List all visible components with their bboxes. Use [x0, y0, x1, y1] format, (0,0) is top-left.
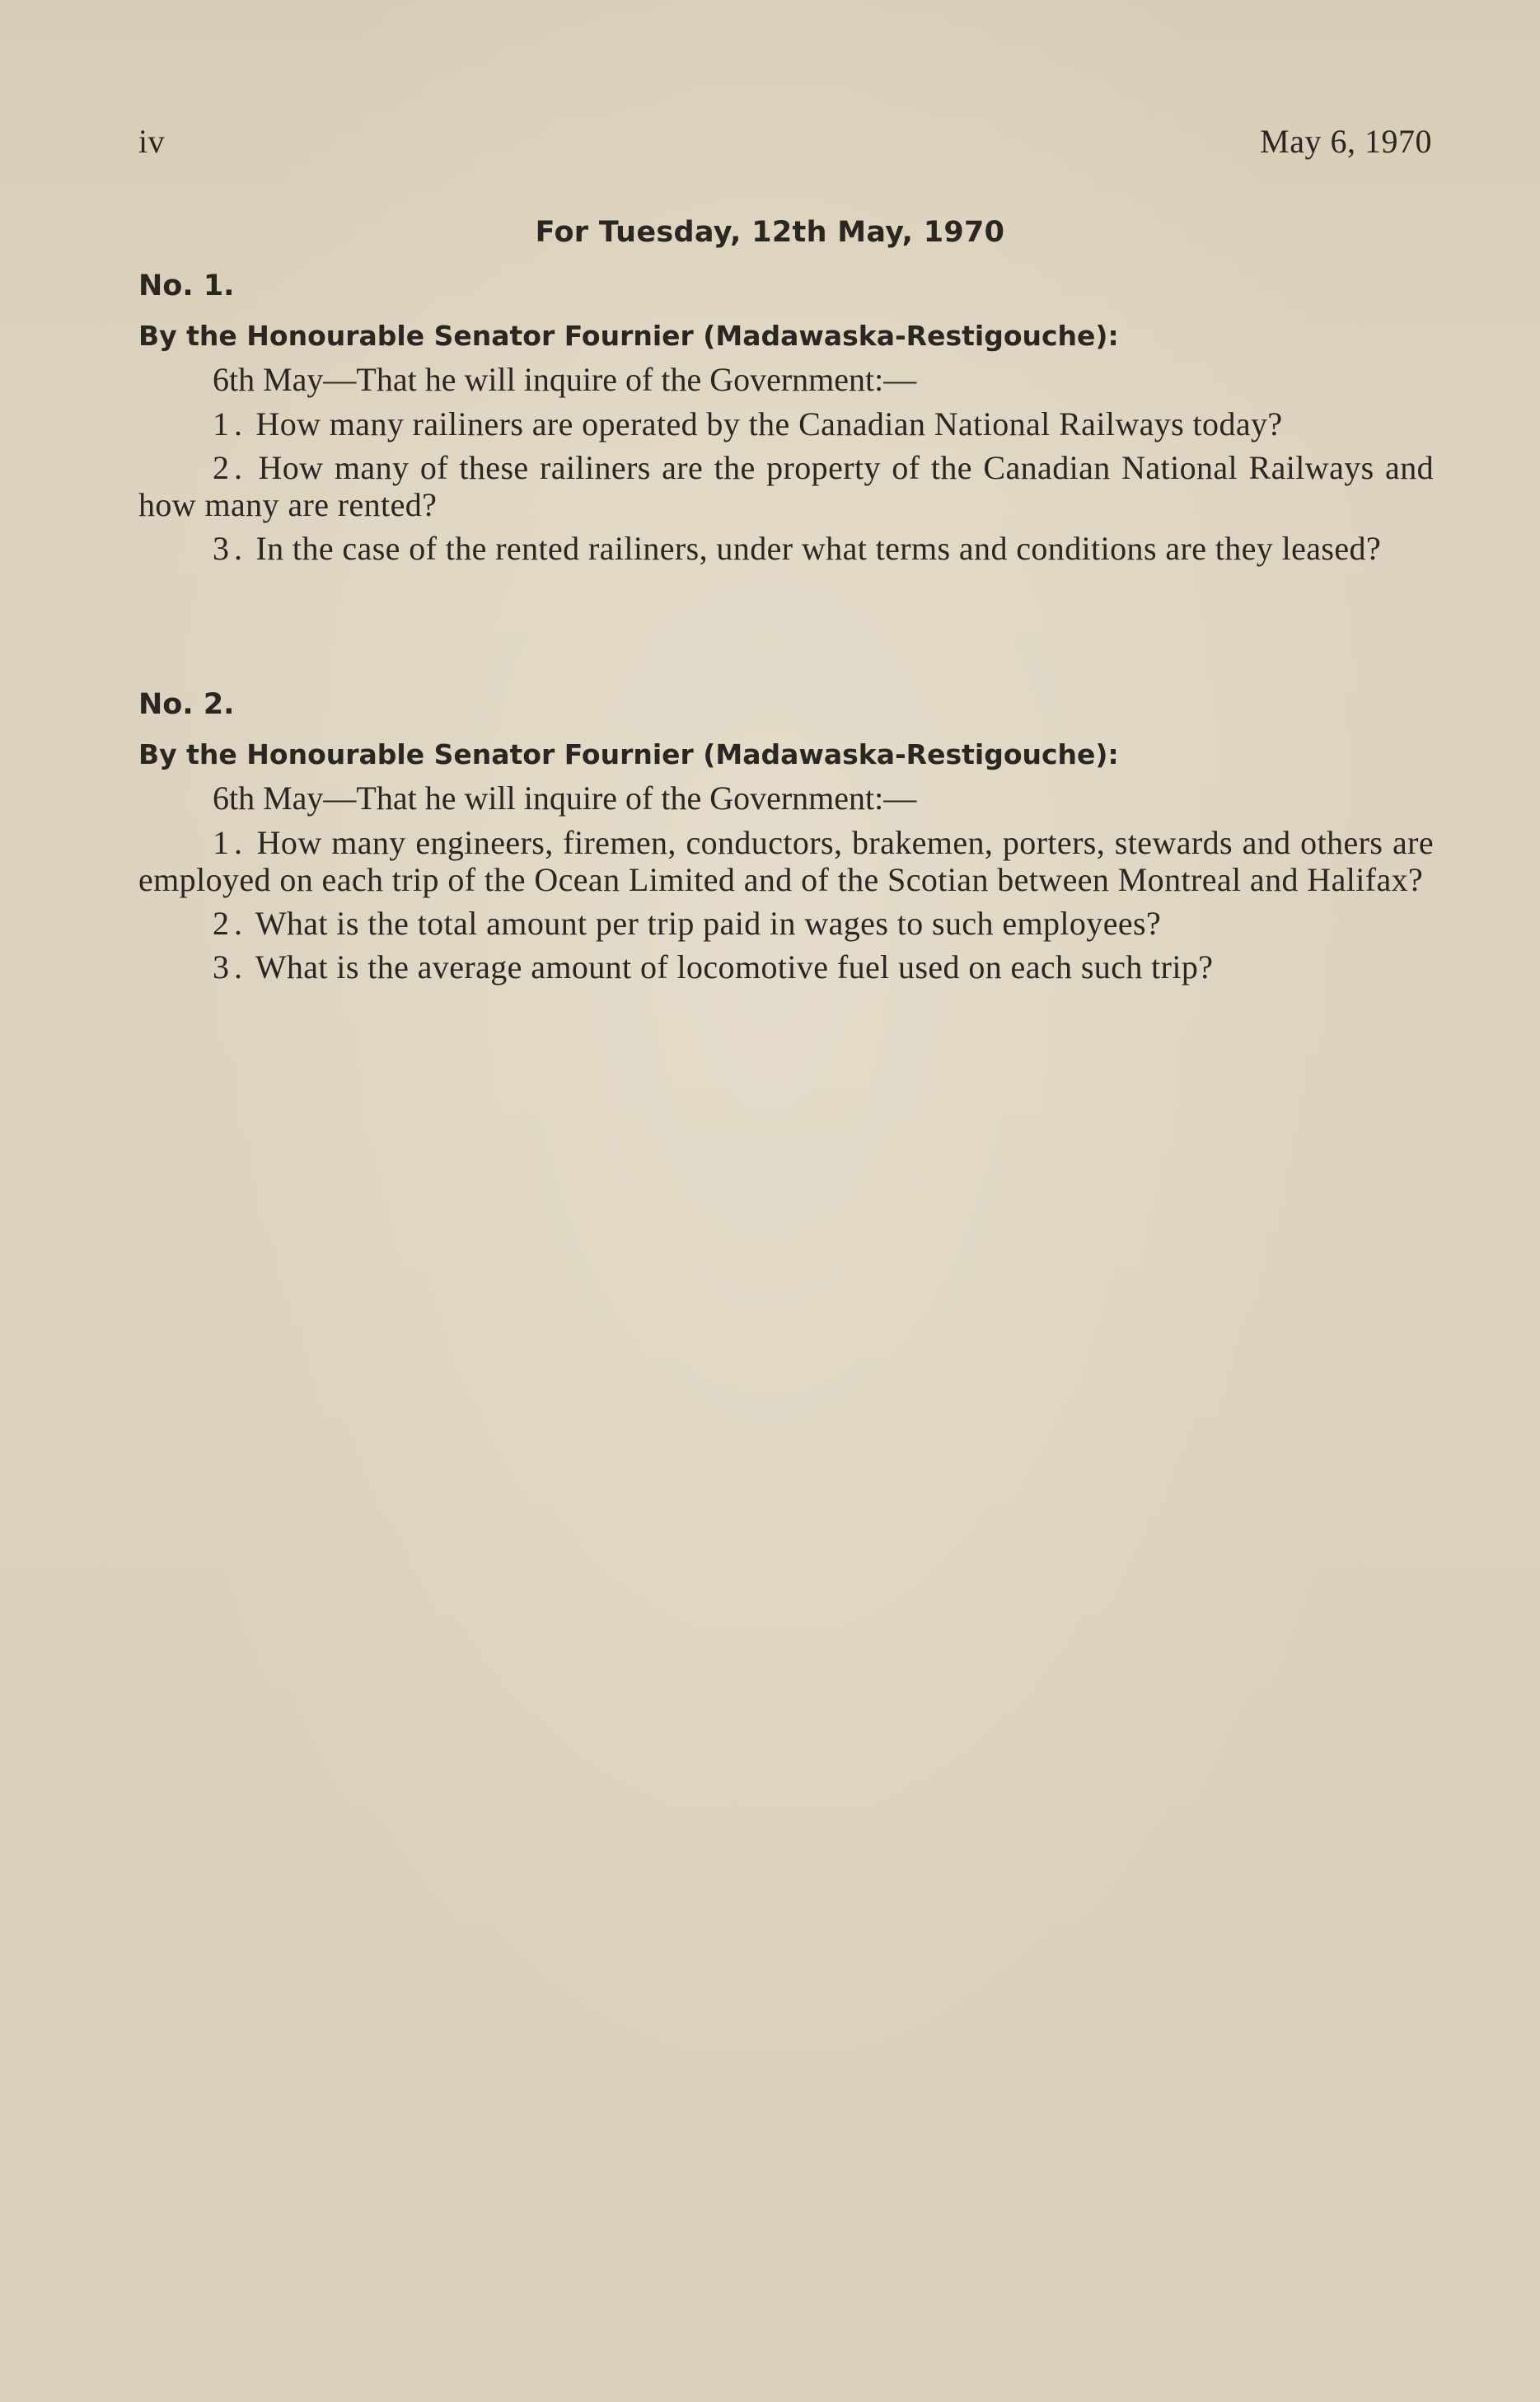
- day-heading: For Tuesday, 12th May, 1970: [535, 216, 1005, 249]
- item-number: 2.: [213, 449, 247, 486]
- item-number: 2.: [213, 905, 247, 942]
- question-item: [138, 824, 1434, 898]
- header-date: May 6, 1970: [1260, 123, 1432, 160]
- page-folio: iv: [138, 123, 166, 160]
- question-item: [138, 530, 1434, 567]
- item-number: 1.: [213, 824, 247, 861]
- running-head: [138, 122, 1432, 163]
- question-item: [138, 449, 1434, 523]
- item-text: How many railiners are operated by the Canadian National Railways today?: [255, 405, 1283, 442]
- item-number: 3.: [213, 948, 247, 986]
- question-intro: 6th May—That he will inquire of the Government:—: [213, 361, 917, 398]
- item-text: How many of these railiners are the property of the Canadian National Railways and how many are rented?: [138, 449, 1434, 523]
- question-block: [138, 265, 1434, 567]
- item-text: In the case of the rented railiners, under what terms and conditions are they leased?: [255, 530, 1382, 567]
- question-number: No. 2.: [138, 688, 235, 721]
- item-number: 1.: [213, 405, 247, 442]
- item-text: What is the total amount per trip paid in wages to such employees?: [255, 905, 1162, 942]
- question-number: No. 1.: [138, 269, 235, 302]
- question-item: [138, 948, 1434, 986]
- question-item: [138, 905, 1434, 942]
- item-text: How many engineers, firemen, conductors, brakemen, porters, stewards and others are employed on each trip of the Ocean Limited and of the Scotian between Montreal and Halifax?: [138, 824, 1434, 898]
- question-intro: 6th May—That he will inquire of the Government:—: [213, 780, 917, 817]
- question-author: By the Honourable Senator Fournier (Madawaska-Restigouche):: [138, 320, 1119, 352]
- question-item: [138, 405, 1434, 442]
- question-author: By the Honourable Senator Fournier (Madawaska-Restigouche):: [138, 738, 1119, 770]
- question-block: [138, 684, 1434, 986]
- item-number: 3.: [213, 530, 247, 567]
- item-text: What is the average amount of locomotive fuel used on each such trip?: [255, 948, 1214, 986]
